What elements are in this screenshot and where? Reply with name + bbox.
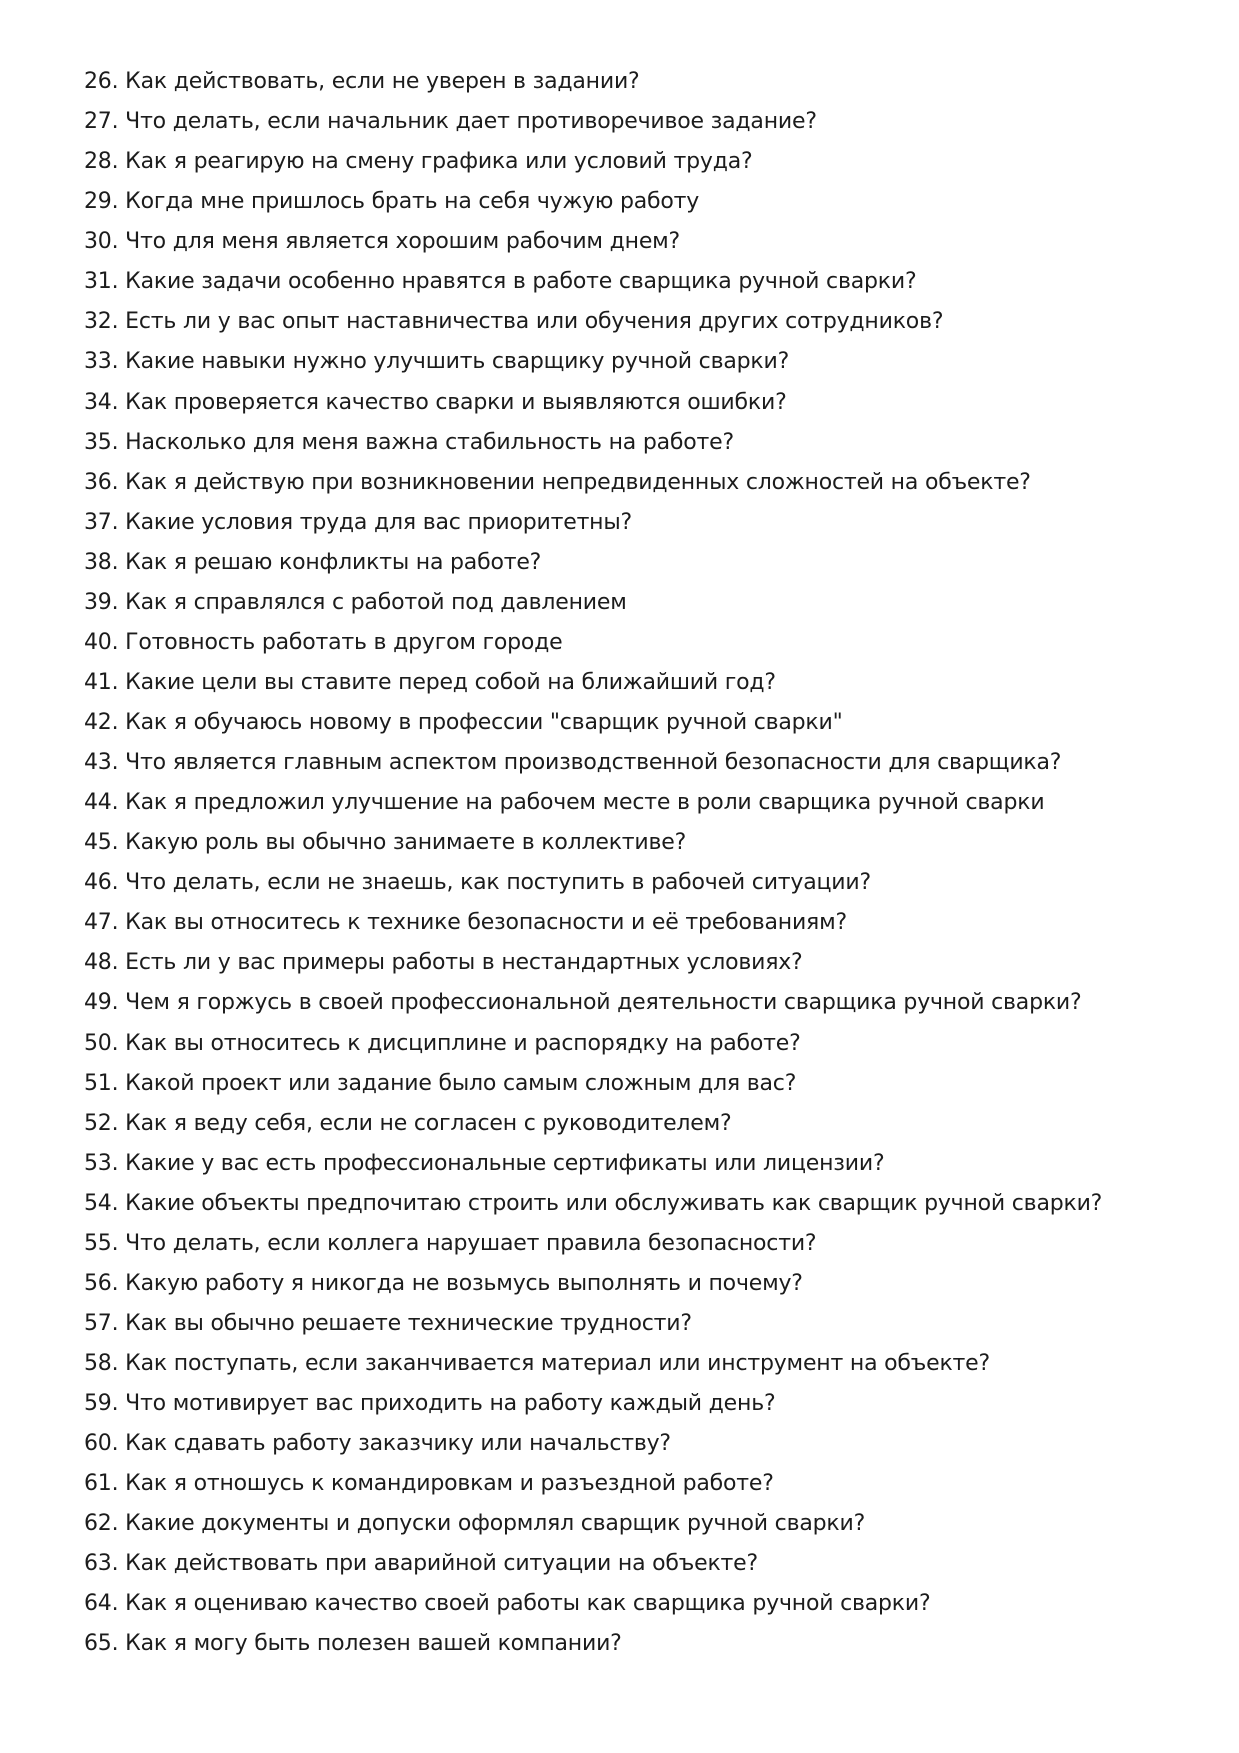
question-item: 51. Какой проект или задание было самым сложным для вас?	[84, 1070, 797, 1096]
question-item: 49. Чем я горжусь в своей профессиональной деятельности сварщика ручной сварки?	[84, 990, 1082, 1016]
question-item: 40. Готовность работать в другом городе	[84, 629, 563, 655]
question-item: 45. Какую роль вы обычно занимаете в коллективе?	[84, 830, 687, 856]
question-item: 47. Как вы относитесь к технике безопасности и её требованиям?	[84, 910, 847, 936]
question-item: 61. Как я отношусь к командировкам и разъездной работе?	[84, 1471, 774, 1497]
question-item: 56. Какую работу я никогда не возьмусь выполнять и почему?	[84, 1270, 803, 1296]
question-item: 52. Как я веду себя, если не согласен с руководителем?	[84, 1110, 732, 1136]
question-item: 38. Как я решаю конфликты на работе?	[84, 549, 542, 575]
question-item: 26. Как действовать, если не уверен в задании?	[84, 69, 640, 94]
question-item: 63. Как действовать при аварийной ситуации на объекте?	[84, 1551, 758, 1577]
question-item: 46. Что делать, если не знаешь, как поступить в рабочей ситуации?	[84, 870, 871, 896]
question-item: 60. Как сдавать работу заказчику или начальству?	[84, 1431, 671, 1457]
question-item: 29. Когда мне пришлось брать на себя чужую работу	[84, 189, 700, 215]
question-item: 62. Какие документы и допуски оформлял сварщик ручной сварки?	[84, 1511, 866, 1537]
question-item: 39. Как я справлялся с работой под давлением	[84, 589, 627, 615]
question-item: 31. Какие задачи особенно нравятся в работе сварщика ручной сварки?	[84, 269, 917, 295]
question-item: 59. Что мотивирует вас приходить на работу каждый день?	[84, 1391, 776, 1417]
question-item: 27. Что делать, если начальник дает противоречивое задание?	[84, 109, 817, 135]
question-item: 41. Какие цели вы ставите перед собой на ближайший год?	[84, 669, 776, 695]
question-item: 54. Какие объекты предпочитаю строить или обслуживать как сварщик ручной сварки?	[84, 1190, 1103, 1216]
question-item: 35. Насколько для меня важна стабильность на работе?	[84, 429, 734, 455]
question-item: 48. Есть ли у вас примеры работы в нестандартных условиях?	[84, 950, 803, 976]
question-item: 33. Какие навыки нужно улучшить сварщику ручной сварки?	[84, 349, 790, 375]
question-item: 53. Какие у вас есть профессиональные сертификаты или лицензии?	[84, 1150, 885, 1176]
question-list	[84, 62, 1184, 1665]
question-item: 44. Как я предложил улучшение на рабочем месте в роли сварщика ручной сварки	[84, 790, 1045, 816]
question-item: 43. Что является главным аспектом производственной безопасности для сварщика?	[84, 750, 1062, 776]
question-item: 64. Как я оцениваю качество своей работы как сварщика ручной сварки?	[84, 1591, 931, 1617]
question-item: 55. Что делать, если коллега нарушает правила безопасности?	[84, 1230, 817, 1256]
question-item: 34. Как проверяется качество сварки и выявляются ошибки?	[84, 389, 787, 415]
question-item: 28. Как я реагирую на смену графика или условий труда?	[84, 149, 753, 175]
question-item: 57. Как вы обычно решаете технические трудности?	[84, 1310, 692, 1336]
question-item: 32. Есть ли у вас опыт наставничества или обучения других сотрудников?	[84, 309, 944, 335]
question-item: 30. Что для меня является хорошим рабочим днем?	[84, 229, 681, 255]
question-item: 58. Как поступать, если заканчивается материал или инструмент на объекте?	[84, 1351, 990, 1376]
question-item: 50. Как вы относитесь к дисциплине и распорядку на работе?	[84, 1030, 801, 1056]
question-item: 36. Как я действую при возникновении непредвиденных сложностей на объекте?	[84, 469, 1031, 495]
question-item: 37. Какие условия труда для вас приоритетны?	[84, 509, 633, 535]
question-item: 42. Как я обучаюсь новому в профессии "сварщик ручной сварки"	[84, 710, 843, 735]
question-item: 65. Как я могу быть полезен вашей компании?	[84, 1631, 622, 1657]
